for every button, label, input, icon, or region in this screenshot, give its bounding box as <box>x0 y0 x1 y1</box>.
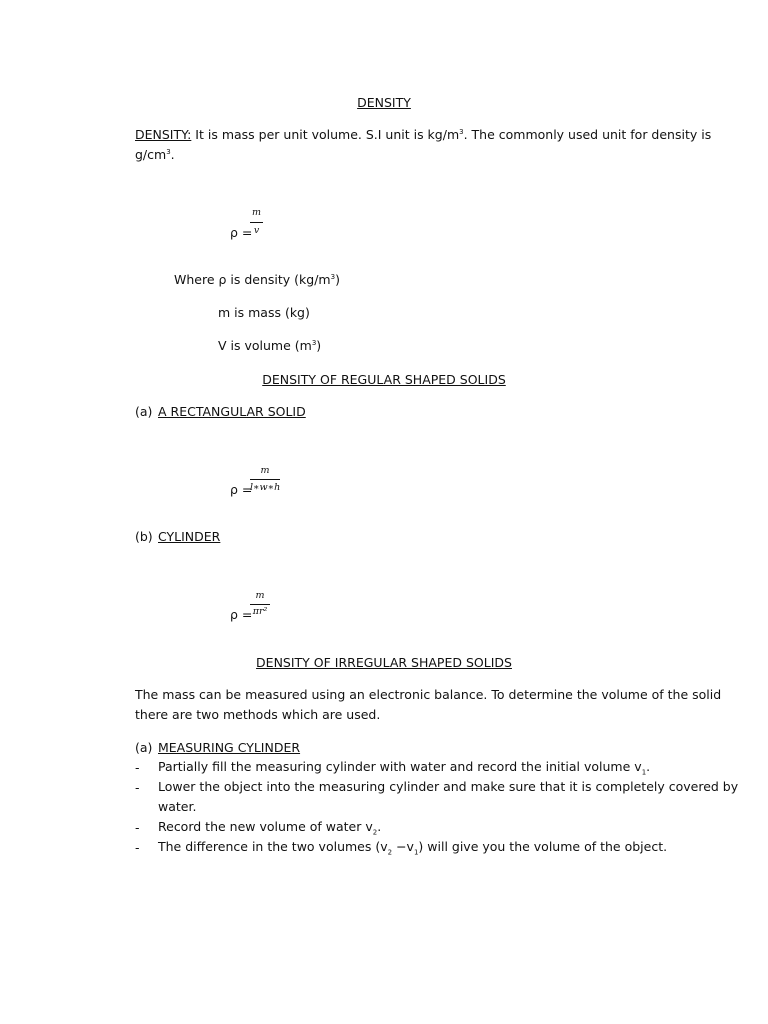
definition-line-2: $g/cm^3$. <box>135 147 175 162</box>
formula-1-lhs: ρ = <box>230 225 253 240</box>
formula-2-numerator: m <box>260 465 270 476</box>
step-4: The difference in the two volumes $(v_2 -v_1)$ will give you the volume of the object. <box>158 839 668 857</box>
formula-3-numerator: m <box>255 590 265 601</box>
step-2-line-2: water. <box>158 799 197 814</box>
formula-3-bar <box>250 604 270 605</box>
formula-3-denominator: πr² <box>252 606 268 617</box>
irregular-solids-heading: DENSITY OF IRREGULAR SHAPED SOLIDS <box>256 655 512 670</box>
cylinder-label: CYLINDER <box>158 529 221 544</box>
regular-solids-heading: DENSITY OF REGULAR SHAPED SOLIDS <box>262 372 506 387</box>
where-volume: V is volume $(m^3)$ <box>218 338 322 353</box>
formula-1-bar <box>250 222 263 223</box>
formula-1-fraction <box>250 207 263 237</box>
rect-marker: (a) <box>135 404 153 419</box>
formula-3-lhs: ρ = <box>230 607 253 622</box>
intro-line-2: there are two methods which are used. <box>135 707 381 722</box>
intro-line-1: The mass can be measured using an electronic balance. To determine the volume of the solid <box>135 687 722 702</box>
definition-term: DENSITY: <box>135 127 192 142</box>
cylinder-marker: (b) <box>135 529 153 544</box>
formula-3-fraction <box>250 590 270 620</box>
step-3-dash: - <box>135 820 140 835</box>
formula-1-denominator: v <box>253 225 260 236</box>
formula-2-bar <box>250 479 280 480</box>
step-4-dash: - <box>135 840 140 855</box>
formula-2-lhs: ρ = <box>230 482 253 497</box>
step-3: Record the new volume of water $v_2$. <box>158 819 382 837</box>
step-2-line-1: Lower the object into the measuring cylinder and make sure that it is completely covered by <box>158 779 739 794</box>
document-title: DENSITY <box>357 95 411 110</box>
step-1: Partially fill the measuring cylinder with water and record the initial volume $v_1$. <box>158 759 651 777</box>
where-density: Where ρ is density $(kg/m^3)$ <box>174 272 340 287</box>
definition-line-1: DENSITY: It is mass per unit volume. S.I unit is $kg/m^3$. The commonly used unit for density is <box>135 127 712 142</box>
measuring-marker: (a) <box>135 740 153 755</box>
step-1-dash: - <box>135 760 140 775</box>
where-mass: m is mass (kg) <box>218 305 310 320</box>
measuring-label: MEASURING CYLINDER <box>158 740 301 755</box>
formula-2-denominator: l∗w∗h <box>250 482 281 493</box>
rect-label: A RECTANGULAR SOLID <box>158 404 306 419</box>
formula-1-numerator: m <box>251 207 261 218</box>
step-2-dash: - <box>135 780 140 795</box>
formula-2-fraction <box>250 465 280 495</box>
